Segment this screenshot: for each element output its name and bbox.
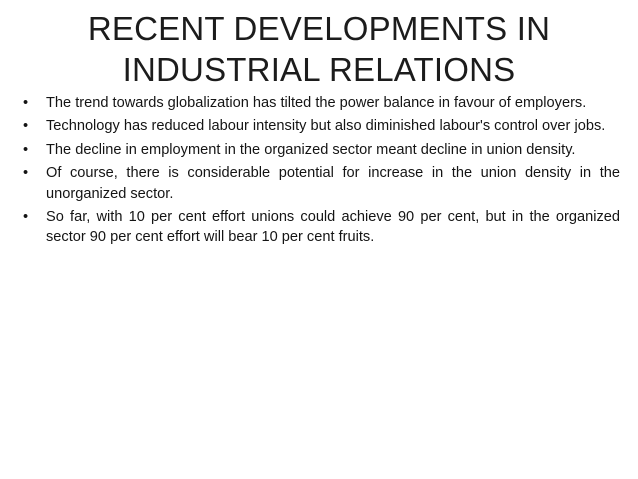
bullet-text: Of course, there is considerable potential for increase in the union density in the unorganized sector. (46, 165, 620, 202)
bullet-text: The trend towards globalization has tilted the power balance in favour of employers. (46, 95, 587, 111)
bullet-marker: • (23, 141, 29, 158)
bullet-item (20, 163, 620, 204)
bullet-marker: • (23, 165, 29, 182)
bullet-item (20, 116, 620, 136)
slide-title: RECENT DEVELOPMENTS IN INDUSTRIAL RELATIONS (87, 10, 551, 88)
bullet-item (20, 140, 620, 160)
bullet-text: So far, with 10 per cent effort unions could achieve 90 per cent, but in the organized sector 90 per cent effort will bear 10 per cent fruits. (46, 209, 620, 246)
bullet-marker: • (23, 95, 29, 111)
bullet-marker: • (23, 118, 29, 135)
bullet-text: Technology has reduced labour intensity but also diminished labour's control over jobs. (46, 118, 606, 135)
bullet-item (20, 93, 620, 113)
bullet-item (20, 207, 620, 248)
bullet-text: The decline in employment in the organized sector meant decline in union density. (46, 141, 576, 158)
bullet-marker: • (23, 209, 29, 226)
bullet-list (20, 93, 620, 251)
